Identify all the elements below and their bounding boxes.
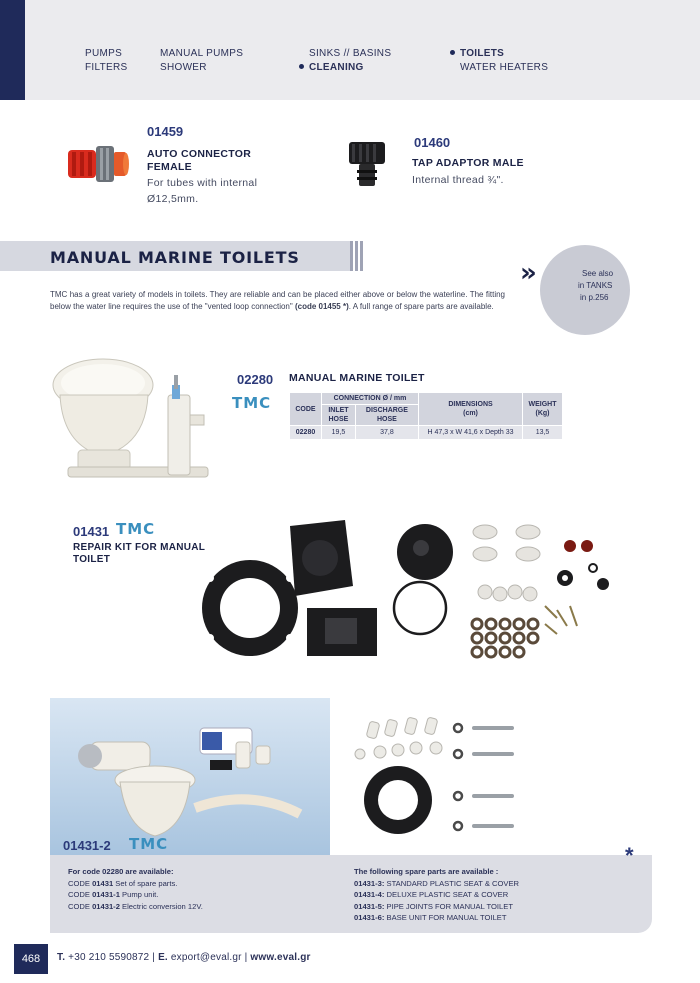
nav-item-cleaning[interactable] (299, 62, 364, 73)
title-line: TOILET (73, 554, 111, 565)
title-line: FEMALE (147, 161, 192, 173)
product-description (147, 175, 257, 207)
info-prefix: CODE (68, 890, 93, 899)
see-also-line: in TANKS (578, 281, 613, 290)
info-heading: For code 02280 are available: (68, 867, 174, 876)
tmc-brand-logo: TMC (116, 520, 156, 538)
info-prefix: CODE (68, 901, 93, 911)
spec-table (289, 392, 563, 440)
description-line: Ø12,5mm. (147, 193, 199, 205)
table-cell: 37,8 (355, 426, 418, 440)
info-text: PIPE JOINTS FOR MANUAL TOILET (384, 901, 513, 911)
website-link[interactable]: www.eval.gr (250, 952, 311, 963)
product-code: 01431-2 (63, 838, 111, 853)
auto-connector-image (60, 138, 132, 190)
intro-code-reference: (code 01455 *) (294, 302, 349, 311)
email-label: E. (158, 952, 168, 963)
info-item (354, 912, 519, 924)
nav-item-manual-pumps[interactable] (160, 48, 243, 59)
asterisk-mark: * (625, 843, 634, 868)
header-line: HOSE (377, 416, 397, 423)
product-title: MANUAL MARINE TOILET (289, 372, 425, 384)
header-line: WEIGHT (528, 401, 557, 408)
info-item (68, 901, 203, 913)
header-line: DISCHARGE (365, 407, 408, 414)
title-line: REPAIR KIT FOR MANUAL (73, 542, 206, 553)
info-text: Pump unit. (119, 890, 159, 899)
info-item (68, 878, 203, 890)
header-line: HOSE (328, 416, 349, 423)
info-code: 01431-1 (92, 890, 120, 899)
see-also-line: in p.256 (580, 293, 609, 302)
info-heading: The following spare parts are available : (354, 867, 499, 876)
nav-item-pumps[interactable] (85, 48, 122, 59)
phone-number[interactable]: +30 210 5590872 | (65, 952, 159, 963)
info-right-column (354, 866, 519, 924)
table-cell: H 47,3 x W 41,6 x Depth 33 (419, 426, 523, 440)
tap-adaptor-image (343, 140, 393, 192)
product-code: 01459 (147, 124, 184, 139)
nav-label: MANUAL PUMPS (160, 48, 244, 59)
info-code: 01431-2 (92, 901, 120, 911)
nav-label: WATER HEATERS (460, 62, 549, 73)
intro-text: TMC has a great variety of models in toilets. They are reliable and can be placed either above or below the waterline. The fitting below the water line requires the use of the "vented loop connection" (50, 290, 505, 311)
info-text: DELUXE PLASTIC SEAT & COVER (384, 890, 509, 899)
page-number: 468 (14, 944, 48, 974)
bullet-icon (299, 64, 304, 69)
tmc-brand-logo: TMC (129, 835, 169, 853)
header-left-band (0, 0, 25, 100)
header-line: (cm) (463, 410, 478, 417)
electric-conversion-image (50, 698, 330, 856)
section-title: MANUAL MARINE TOILETS (50, 248, 300, 267)
header-line: (Kg) (535, 410, 550, 417)
section-intro (50, 289, 505, 313)
table-cell: 02280 (290, 426, 322, 440)
column-header (322, 405, 356, 426)
repair-kit-parts-image (195, 516, 615, 666)
info-item (354, 901, 519, 913)
product-title (73, 542, 205, 566)
table-cell: 13,5 (523, 426, 563, 440)
info-text: BASE UNIT FOR MANUAL TOILET (384, 913, 507, 922)
title-stripes-decoration (350, 241, 366, 271)
info-text: STANDARD PLASTIC SEAT & COVER (384, 878, 520, 888)
product-description: Internal thread ¾". (412, 174, 504, 186)
column-header (523, 393, 563, 426)
nav-label: TOILETS (460, 48, 505, 59)
nav-label: CLEANING (309, 62, 364, 73)
nav-item-toilets[interactable] (450, 48, 504, 59)
info-item (354, 889, 519, 901)
info-code: 01431 (92, 878, 114, 888)
info-text: Electric conversion 12V. (119, 901, 203, 911)
footer-contact (57, 952, 311, 963)
bullet-icon (450, 50, 455, 55)
nav-item-filters[interactable] (85, 62, 127, 73)
header-line: DIMENSIONS (448, 401, 493, 408)
title-line: AUTO CONNECTOR (147, 148, 252, 160)
table-cell: 19,5 (322, 426, 356, 440)
info-left-column (68, 866, 203, 912)
table-row (290, 426, 563, 440)
product-code: 01460 (414, 135, 451, 150)
product-title: TAP ADAPTOR MALE (412, 157, 524, 169)
nav-label: PUMPS (85, 48, 123, 59)
nav-label: SHOWER (160, 62, 207, 73)
nav-item-shower[interactable] (160, 62, 207, 73)
tmc-brand-logo: TMC (232, 394, 272, 412)
spare-parts-image (340, 706, 530, 851)
info-text: Set of spare parts. (113, 878, 178, 888)
column-header (355, 405, 418, 426)
info-code: 01431-4: (354, 890, 385, 899)
manual-toilet-image (48, 355, 218, 495)
column-header: CODE (290, 393, 322, 426)
column-header: CONNECTION Ø / mm (322, 393, 419, 405)
header-line: INLET (328, 407, 349, 414)
see-also-note[interactable] (540, 268, 628, 304)
info-code: 01431-3: (354, 878, 385, 888)
nav-label: FILTERS (85, 62, 128, 73)
email-link[interactable]: export@eval.gr | (167, 952, 251, 963)
nav-label: SINKS // BASINS (309, 48, 392, 59)
nav-item-sinks-basins[interactable] (309, 48, 391, 59)
intro-text: . A full range of spare parts are available. (348, 302, 494, 311)
column-header (419, 393, 523, 426)
info-code: 01431-5: (354, 901, 385, 911)
double-chevron-right-icon: » (520, 258, 537, 288)
product-code: 01431 (73, 524, 110, 539)
phone-label: T. (57, 952, 66, 963)
see-also-line: See also (582, 269, 614, 278)
product-code: 02280 (237, 372, 274, 387)
description-line: For tubes with internal (147, 177, 258, 189)
info-code: 01431-6: (354, 913, 385, 922)
product-title (147, 148, 251, 174)
info-prefix: CODE (68, 878, 93, 888)
nav-item-water-heaters[interactable] (460, 62, 548, 73)
info-item (354, 878, 519, 890)
info-item (68, 889, 203, 901)
